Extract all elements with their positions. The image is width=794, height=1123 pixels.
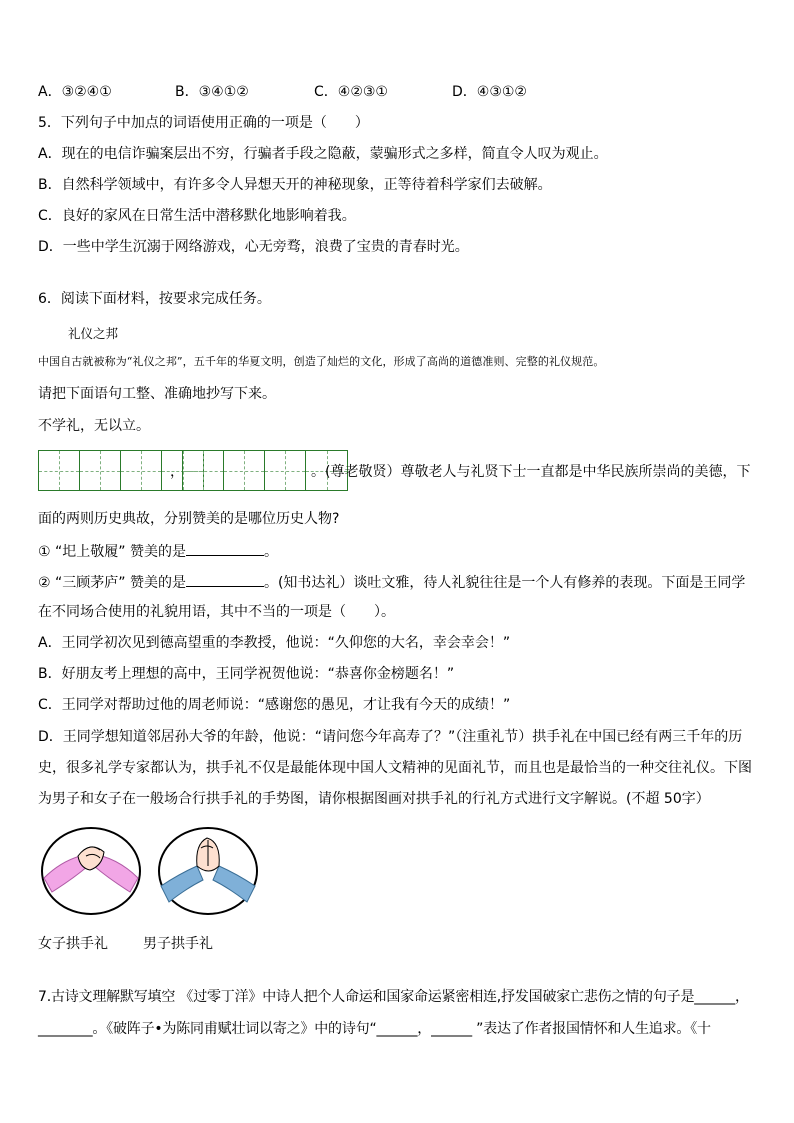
caption-female: 女子拱手礼 xyxy=(38,936,108,952)
q6-option-b: B．好朋友考上理想的高中，王同学祝贺他说：“恭喜你金榜题名！” xyxy=(38,666,455,682)
q4-option-a: A．③②④① xyxy=(38,84,112,100)
grid-cell[interactable] xyxy=(39,451,80,490)
female-gongshou-illustration xyxy=(40,826,142,916)
history-question: 面的两则历史典故，分别赞美的是哪位历史人物? xyxy=(38,511,340,527)
grid-cell[interactable] xyxy=(183,451,224,490)
q4-options xyxy=(38,82,758,102)
grid-cell[interactable] xyxy=(224,451,265,490)
q5-option-c: C．良好的家风在日常生活中潜移默化地影响着我。 xyxy=(38,208,356,224)
q6-option-d-line1: D．王同学想知道邻居孙大爷的年龄，他说：“请问您今年高寿了？”（注重礼节）拱手礼在中国已经有两三千年的历 xyxy=(38,729,743,745)
item1-text: ① “圯上敬履” 赞美的是 xyxy=(38,544,186,560)
handwritten-title: 礼仪之邦 xyxy=(68,326,119,341)
item2-end: 。(知书达礼）谈吐文雅，待人礼貌往往是一个人有修养的表现。下面是王同学 xyxy=(263,575,746,591)
q4-option-c: C．④②③① xyxy=(314,84,388,100)
politeness-question: 在不同场合使用的礼貌用语，其中不当的一项是（ ）。 xyxy=(38,604,395,620)
answer-blank[interactable] xyxy=(186,571,264,587)
caption-male: 男子拱手礼 xyxy=(143,936,213,952)
q5-option-d: D．一些中学生沉溺于网络游戏，心无旁骛，浪费了宝贵的青春时光。 xyxy=(38,239,469,255)
grid-cell[interactable] xyxy=(80,451,121,490)
q6-stem: 6．阅读下面材料，按要求完成任务。 xyxy=(38,291,271,307)
item1-end: 。 xyxy=(263,544,278,560)
copy-instruction: 请把下面语句工整、准确地抄写下来。 xyxy=(38,386,276,402)
grid-comma: ， xyxy=(170,464,184,480)
grid-cell[interactable] xyxy=(265,451,306,490)
q7-line1: 7.古诗文理解默写填空 《过零丁洋》中诗人把个人命运和国家命运紧密相连,抒发国破家亡悲伤之情的句子是______， xyxy=(38,989,749,1005)
copy-sentence: 不学礼，无以立。 xyxy=(38,418,150,434)
q6-option-a: A．王同学初次见到德高望重的李教授，他说：“久仰您的大名，幸会幸会！” xyxy=(38,635,511,651)
history-item-1 xyxy=(38,540,278,562)
q4-option-d: D．④③①② xyxy=(452,84,527,100)
q6-option-c: C．王同学对帮助过他的周老师说：“感谢您的愚见，才让我有今天的成绩！” xyxy=(38,697,511,713)
answer-blank[interactable] xyxy=(186,540,264,556)
q4-option-b: B．③④①② xyxy=(175,84,249,100)
gongshou-text-line3: 为男子和女子在一般场合行拱手礼的手势图，请你根据图画对拱手礼的行礼方式进行文字解说。(不超 50字） xyxy=(38,791,710,807)
male-gongshou-illustration xyxy=(157,826,259,916)
gongshou-text-line2: 史，很多礼学专家都认为，拱手礼不仅是最能体现中国人文精神的见面礼节，而且也是最恰当的一种交往礼仪。下图 xyxy=(38,760,752,776)
item2-text: ② “三顾茅庐” 赞美的是 xyxy=(38,575,186,591)
q5-option-a: A．现在的电信诈骗案层出不穷，行骗者手段之隐蔽，蒙骗形式之多样，简直令人叹为观止。 xyxy=(38,146,608,162)
q5-option-b: B．自然科学领域中，有许多令人异想天开的神秘现象，正等待着科学家们去破解。 xyxy=(38,177,552,193)
respect-text: 。(尊老敬贤）尊敬老人与礼贤下士一直都是中华民族所崇尚的美德，下 xyxy=(311,464,751,480)
history-item-2 xyxy=(38,571,745,593)
grid-cell[interactable] xyxy=(121,451,162,490)
q7-line2: ________。《破阵子•为陈同甫赋壮词以寄之》中的诗句“______，______ ”表达了作者报国情怀和人生追求。《十 xyxy=(38,1021,711,1037)
q5-stem: 5．下列句子中加点的词语使用正确的一项是（ ） xyxy=(38,115,369,131)
handwritten-passage: 中国自古就被称为“礼仪之邦”，五千年的华夏文明，创造了灿烂的文化，形成了高尚的道德准则、完整的礼仪规范。 xyxy=(38,355,605,368)
